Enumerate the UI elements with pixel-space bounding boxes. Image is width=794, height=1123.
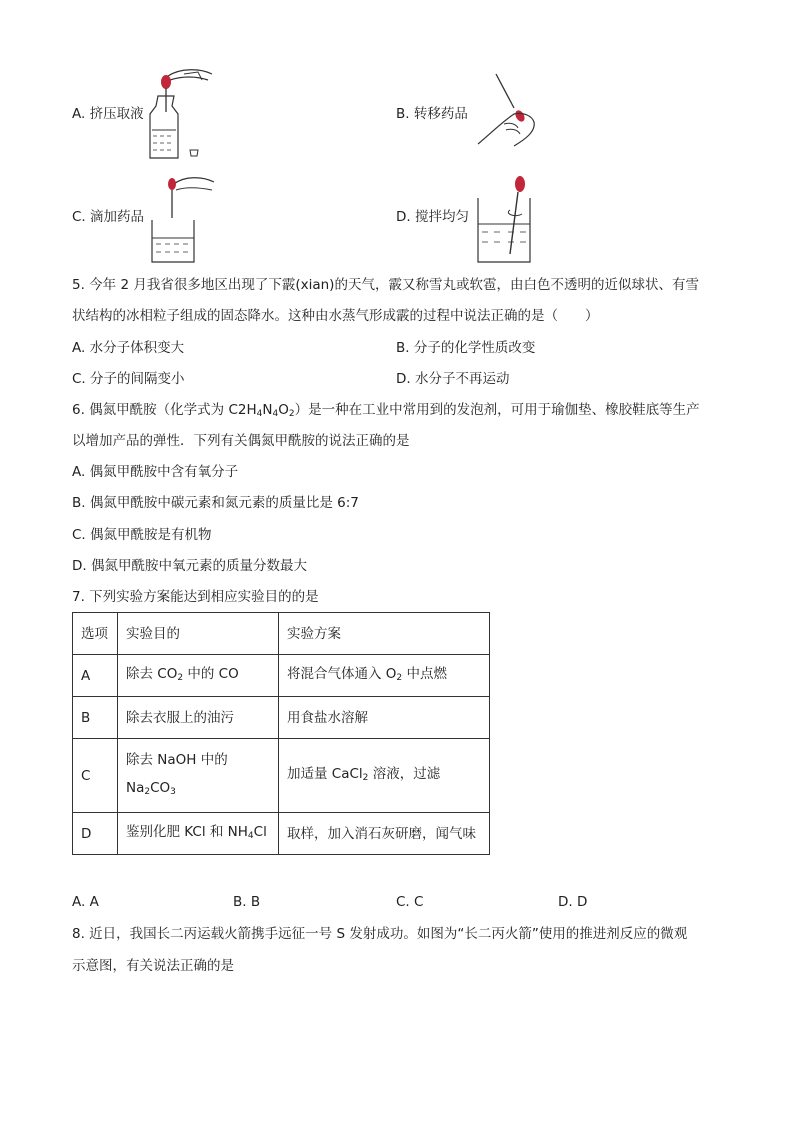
table-cell-option: A bbox=[73, 655, 118, 697]
table-cell-plan: 将混合气体通入 $O_2$ 中点燃 bbox=[279, 655, 490, 697]
q7-answer-a: A. A bbox=[72, 894, 99, 910]
q6-stem-line2: 以增加产品的弹性．下列有关偶氮甲酰胺的说法正确的是 bbox=[72, 433, 410, 449]
q6-option-b: B. 偶氮甲酰胺中碳元素和氮元素的质量比是 6:7 bbox=[72, 495, 359, 511]
q6-stem-line1: 6. 偶氮甲酰胺（化学式为 $C2H_4N_4O_2$）是一种在工业中常用到的发泡剂，可用于瑜伽垫、橡胶鞋底等生产 bbox=[72, 402, 700, 419]
experiment-table bbox=[72, 612, 490, 855]
stirring-illustration bbox=[476, 174, 536, 266]
table-row bbox=[73, 655, 490, 697]
q5-option-a: A. 水分子体积变大 bbox=[72, 340, 185, 356]
q7-answer-c: C. C bbox=[396, 894, 424, 910]
q8-stem-line1: 8. 近日，我国长二丙运载火箭携手远征一号 S 发射成功。如图为“长二丙火箭”使用的推进剂反应的微观 bbox=[72, 926, 688, 942]
table-cell-aim: 除去 $CO_2$ 中的 CO bbox=[118, 655, 279, 697]
q8-stem-line2: 示意图，有关说法正确的是 bbox=[72, 958, 234, 974]
q4-option-b: B. 转移药品 bbox=[396, 106, 468, 122]
q6-option-d: D. 偶氮甲酰胺中氧元素的质量分数最大 bbox=[72, 558, 307, 574]
q5-stem-line2: 状结构的冰相粒子组成的固态降水。这种由水蒸气形成霰的过程中说法正确的是（ ） bbox=[72, 308, 599, 324]
table-cell-aim: 除去衣服上的油污 bbox=[118, 697, 279, 739]
table-cell-plan: 取样，加入消石灰研磨，闻气味 bbox=[279, 813, 490, 855]
q6-option-c: C. 偶氮甲酰胺是有机物 bbox=[72, 527, 212, 543]
hand-dropper-illustration bbox=[474, 72, 544, 152]
table-cell-option: D bbox=[73, 813, 118, 855]
q5-option-d: D. 水分子不再运动 bbox=[396, 371, 510, 387]
q7-answer-b: B. B bbox=[233, 894, 261, 910]
q6-option-a: A. 偶氮甲酰胺中含有氧分子 bbox=[72, 464, 239, 480]
table-cell-plan: 加适量 CaCl$_2$ 溶液，过滤 bbox=[279, 739, 490, 813]
table-cell-plan: 用食盐水溶解 bbox=[279, 697, 490, 739]
dropper-bottle-illustration bbox=[140, 66, 220, 162]
table-row bbox=[73, 697, 490, 739]
table-header-cell: 实验目的 bbox=[118, 613, 279, 655]
q5-option-b: B. 分子的化学性质改变 bbox=[396, 340, 536, 356]
table-cell-option: C bbox=[73, 739, 118, 813]
q7-stem: 7. 下列实验方案能达到相应实验目的的是 bbox=[72, 589, 319, 605]
q5-option-c: C. 分子的间隔变小 bbox=[72, 371, 185, 387]
table-cell-option: B bbox=[73, 697, 118, 739]
dropping-reagent-illustration bbox=[150, 172, 220, 264]
q4-option-d: D. 搅拌均匀 bbox=[396, 209, 469, 225]
q4-option-a: A. 挤压取液 bbox=[72, 106, 144, 122]
table-header-cell: 选项 bbox=[73, 613, 118, 655]
table-row bbox=[73, 739, 490, 813]
table-cell-aim: 除去 NaOH 中的 $Na_2CO_3$ bbox=[118, 739, 279, 813]
table-header-cell: 实验方案 bbox=[279, 613, 490, 655]
q7-answer-d: D. D bbox=[558, 894, 588, 910]
q4-option-c: C. 滴加药品 bbox=[72, 209, 145, 225]
table-cell-aim: 鉴别化肥 KCl 和 $NH_4Cl$ bbox=[118, 813, 279, 855]
table-row bbox=[73, 813, 490, 855]
q5-stem-line1: 5. 今年 2 月我省很多地区出现了下霰(xian)的天气，霰又称雪丸或软雹，由白色不透明的近似球状、有雪 bbox=[72, 277, 699, 293]
table-header-row bbox=[73, 613, 490, 655]
